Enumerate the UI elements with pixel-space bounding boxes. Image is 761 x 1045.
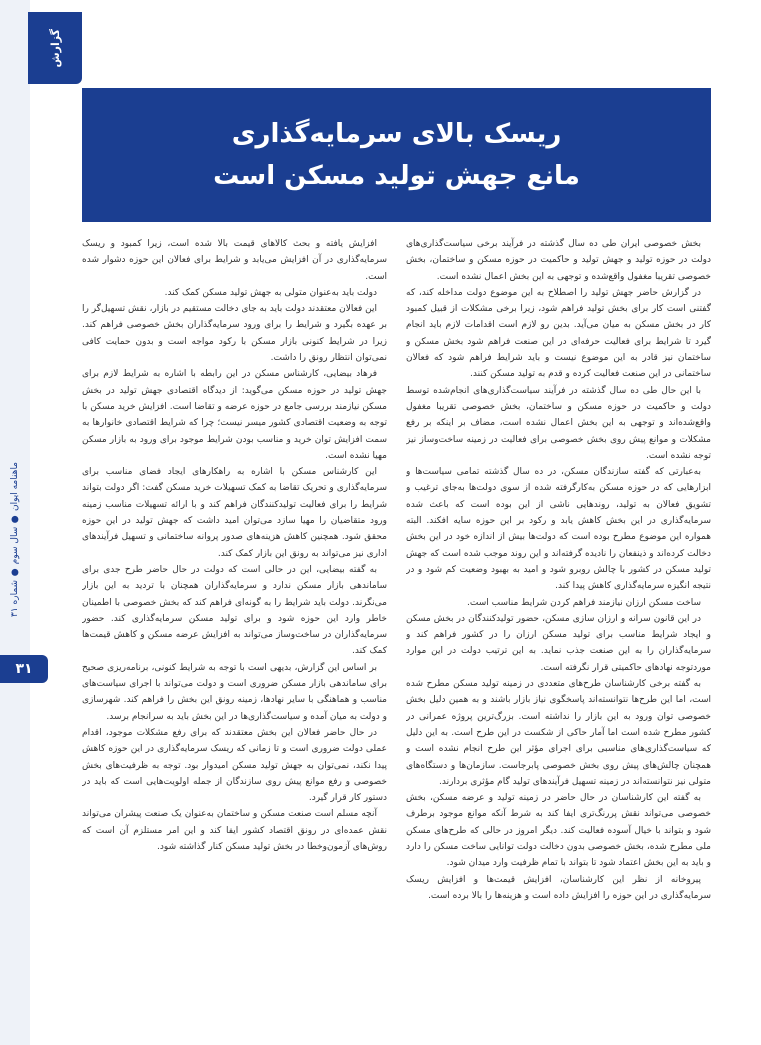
paragraph: در این قانون سرانه و ارزان سازی مسکن، حضور تولیدکنندگان در بخش مسکن و ایجاد شرایط مناسب برای تولید مسکن ارزان را در کشور فراهم کند و سرمایه‌گذاران را به این صنعت جذب نماید. به این ترتیب دولت در این موارد موردتوجه نهادهای حاکمیتی قرار نگرفته است. [406, 613, 711, 673]
paragraph: به گفته برخی کارشناسان طرح‌های متعددی در زمینه تولید مسکن مطرح شده است، اما این طرح‌ها نتوانسته‌اند پاسخگوی نیاز بازار باشند و به همین دلیل بخش خصوصی توان ورود به این بازار را نداشته است. بزرگ‌ترین پروژه عمرانی در کشور مطرح شده است اما آمار حاکی از شکست در این طرح است. به این دلیل که سیاست‌گذاری‌های مناسبی برای اجرای مؤثر این طرح انجام نشده است و همچنان چالش‌های پیش روی بخش خصوصی پابرجاست. سازمان‌ها و دستگاه‌های متولی نیز نتوانسته‌اند در زمینه تسهیل فرآیندهای تولید گام مؤثری بردارند. [406, 679, 711, 787]
article-body [82, 236, 711, 1036]
page-number: ۳۱ [0, 655, 48, 683]
paragraph: در حال حاضر فعالان این بخش معتقدند که برای رفع مشکلات موجود، اقدام عملی دولت ضروری است و تا زمانی که ریسک سرمایه‌گذاری در این حوزه کاهش پیدا نکند، نمی‌توان به جهش تولید مسکن امیدوار بود. توجه به ظرفیت‌های بخش خصوصی و رفع موانع پیش روی سازندگان از جمله اولویت‌هایی است که باید در دستور کار قرار گیرد. [82, 727, 387, 804]
left-column [82, 236, 387, 1036]
paragraph: آنچه مسلم است صنعت مسکن و ساختمان به‌عنوان یک صنعت پیشران می‌تواند نقش عمده‌ای در رونق اقتصاد کشور ایفا کند و این امر مستلزم آن است که روش‌های آزمون‌وخطا در بخش تولید مسکن کنار گذاشته شود. [82, 809, 387, 852]
paragraph: به گفته بیضایی، این در حالی است که دولت در حال حاضر طرح جدی برای ساماندهی بازار مسکن ندارد و سرمایه‌گذاران همچنان با تردید به این بازار می‌نگرند. دولت باید شرایط را به گونه‌ای فراهم کند که بخش خصوصی با اطمینان خاطر وارد این حوزه شود و برای تولید مسکن سرمایه‌گذاری کند. حضور سرمایه‌گذاران در ساخت‌وساز می‌تواند به افزایش عرضه مسکن و کاهش قیمت‌ها کمک کند. [82, 564, 387, 657]
paragraph: پیروخانه از نظر این کارشناسان، افزایش قیمت‌ها و افزایش ریسک سرمایه‌گذاری در این حوزه را افزایش داده است و هزینه‌ها را بالا برده است. [406, 874, 711, 901]
paragraph: با این حال طی ده سال گذشته در فرآیند سیاست‌گذاری‌های انجام‌شده توسط دولت و حاکمیت در حوزه مسکن و ساختمان، بخش خصوصی تقریبا مغفول واقع‌شده‌اند و توجهی به این بخش اعمال نشده است، مضاف بر اینکه بر رفع مشکلات و موانع پیش روی بخش خصوصی برای فعالیت در زمینه ساخت‌وساز نیز توجه نشده است. [406, 385, 711, 461]
issue-meta: ماهنامه ایوان ● سال سوم ● شماره ۳۱ [10, 462, 20, 618]
paragraph: در گزارش حاضر جهش تولید را اصطلاح به این موضوع دولت مداخله کند، که گفتنی است کار برای بخش تولید فراهم شود، زیرا برخی مشکلات از قبیل کمبود کار در بخش مسکن به میان می‌آید. بدین رو لازم است اقدامات لازم باید انجام گیرد تا شرایط برای فعالیت حرفه‌ای در این صنعت فراهم شود بخش مسکن و ساختمان نیز قادر به این موضوع نیست و باید شرایط فراهم شود که فعالان ساختمانی در این صنعت فعالیت کرده و قدم به تولید مسکن کنند. [406, 287, 711, 380]
paragraph: بخش خصوصی ایران طی ده سال گذشته در فرآیند برخی سیاست‌گذاری‌های دولت در حوزه تولید و جهش تولید و حاکمیت در حوزه مسکن و ساختمان، بخش خصوصی تقریبا مغفول واقع‌شده و توجهی به این بخش اعمال نشده است. [406, 239, 711, 282]
paragraph: این فعالان معتقدند دولت باید به جای دخالت مستقیم در بازار، نقش تسهیل‌گر را بر عهده بگیرد و شرایط را برای ورود سرمایه‌گذاران بخش خصوصی فراهم کند. زیرا در شرایط کنونی بازار مسکن با رکود مواجه است و بدون حمایت کافی نمی‌توان انتظار رونق را داشت. [82, 304, 387, 364]
paragraph: ساخت مسکن ارزان نیازمند فراهم کردن شرایط مناسب است. [467, 597, 701, 608]
section-tab-label: گزارش [48, 28, 62, 68]
section-tab [28, 12, 82, 84]
paragraph: دولت باید به‌عنوان متولی به جهش تولید مسکن کمک کند. [164, 287, 377, 298]
paragraph: فرهاد بیضایی، کارشناس مسکن در این رابطه با اشاره به شرایط لازم برای جهش تولید در حوزه مسکن می‌گوید: از دیدگاه اقتصادی جهش تولید در بخش مسکن نیازمند بررسی جامع در حوزه عرضه و تقاضا است. افزایش خرید مسکن با توجه به وضعیت اقتصادی کشور میسر نیست؛ چرا که شرایط اقتصادی خانوارها به سمت افزایش توان خرید و مناسب بودن شرایط موجود برای ورود به بازار مسکن مهیا نشده است. [82, 369, 387, 461]
paragraph: به‌عبارتی که گفته سازندگان مسکن، در ده سال گذشته تمامی سیاست‌ها و ابزارهایی که در حوزه مسکن به‌کارگرفته شده از سوی دولت‌ها به‌جای ترغیب و تشویق فعالان به تولید، روند‌هایی ناشی از این بوده است که باعث شده سرمایه‌گذاری در این بخش کاهش یابد و رکود بر این حوزه سایه افکند. البته همواره این موضوع مطرح بوده است که دولت‌ها بیش از اندازه خود در این بخش دخالت کرده‌اند و ذینفعان را نادیده گرفته‌اند و این روند موجب شده است که جهش تولید مسکن در کشور با چالش روبرو شود و امید به بهبود وضعیت کم شود و در نتیجه انگیزه سرمایه‌گذاری کاهش پیدا کند. [406, 467, 711, 592]
article-title-line-2: مانع جهش تولید مسکن است [213, 161, 580, 191]
article-title-box [82, 88, 711, 222]
article-title-line-1: ریسک بالای سرمایه‌گذاری [231, 118, 562, 149]
paragraph: به گفته این کارشناسان در حال حاضر در زمینه تولید و عرضه مسکن، بخش خصوصی می‌تواند نقش پررنگ‌تری ایفا کند به شرط آنکه موانع موجود برطرف شود و بتواند با خیال آسوده فعالیت کند. دیگر امروز در حالی که طرح‌های مسکن ملی مطرح شده، بخش خصوصی بدون دخالت دولت توانایی ساخت مسکن را دارد و باید به این بخش اعتماد شود تا بتواند با تمام ظرفیت وارد میدان شود. [406, 793, 711, 869]
paragraph: این کارشناس مسکن با اشاره به راهکارهای ایجاد فضای مناسب برای سرمایه‌گذاری و تحریک تقاضا به کمک تسهیلات خرید مسکن گفت: اگر دولت بتواند شرایط را برای فعالیت تولیدکنندگان فراهم کند و با ارائه تسهیلات مناسب زمینه ورود متقاضیان را مهیا سازد می‌توان امید داشت که جهش تولید در این حوزه محقق شود. همچنین کاهش هزینه‌های صدور پروانه ساختمانی و تسهیل فرآیندهای اداری نیز می‌تواند به رونق این بازار کمک کند. [82, 467, 387, 559]
paragraph: بر اساس این گزارش، بدیهی است با توجه به شرایط کنونی، برنامه‌ریزی صحیح برای ساماندهی بازار مسکن ضروری است و دولت می‌تواند با اجرای سیاست‌های مناسب و هماهنگی با سایر نهادها، زمینه رونق این بخش را فراهم کند. شهرسازی و دولت به میان آمده و سیاست‌گذاری‌ها در این بخش باید به سرانجام برسد. [82, 662, 387, 722]
right-column [406, 236, 711, 1036]
paragraph: افزایش یافته و بحث کالاهای قیمت بالا شده است، زیرا کمبود و ریسک سرمایه‌گذاری در آن افزایش می‌یابد و شرایط برای فعالان این حوزه دشوار شده است. [82, 239, 387, 282]
